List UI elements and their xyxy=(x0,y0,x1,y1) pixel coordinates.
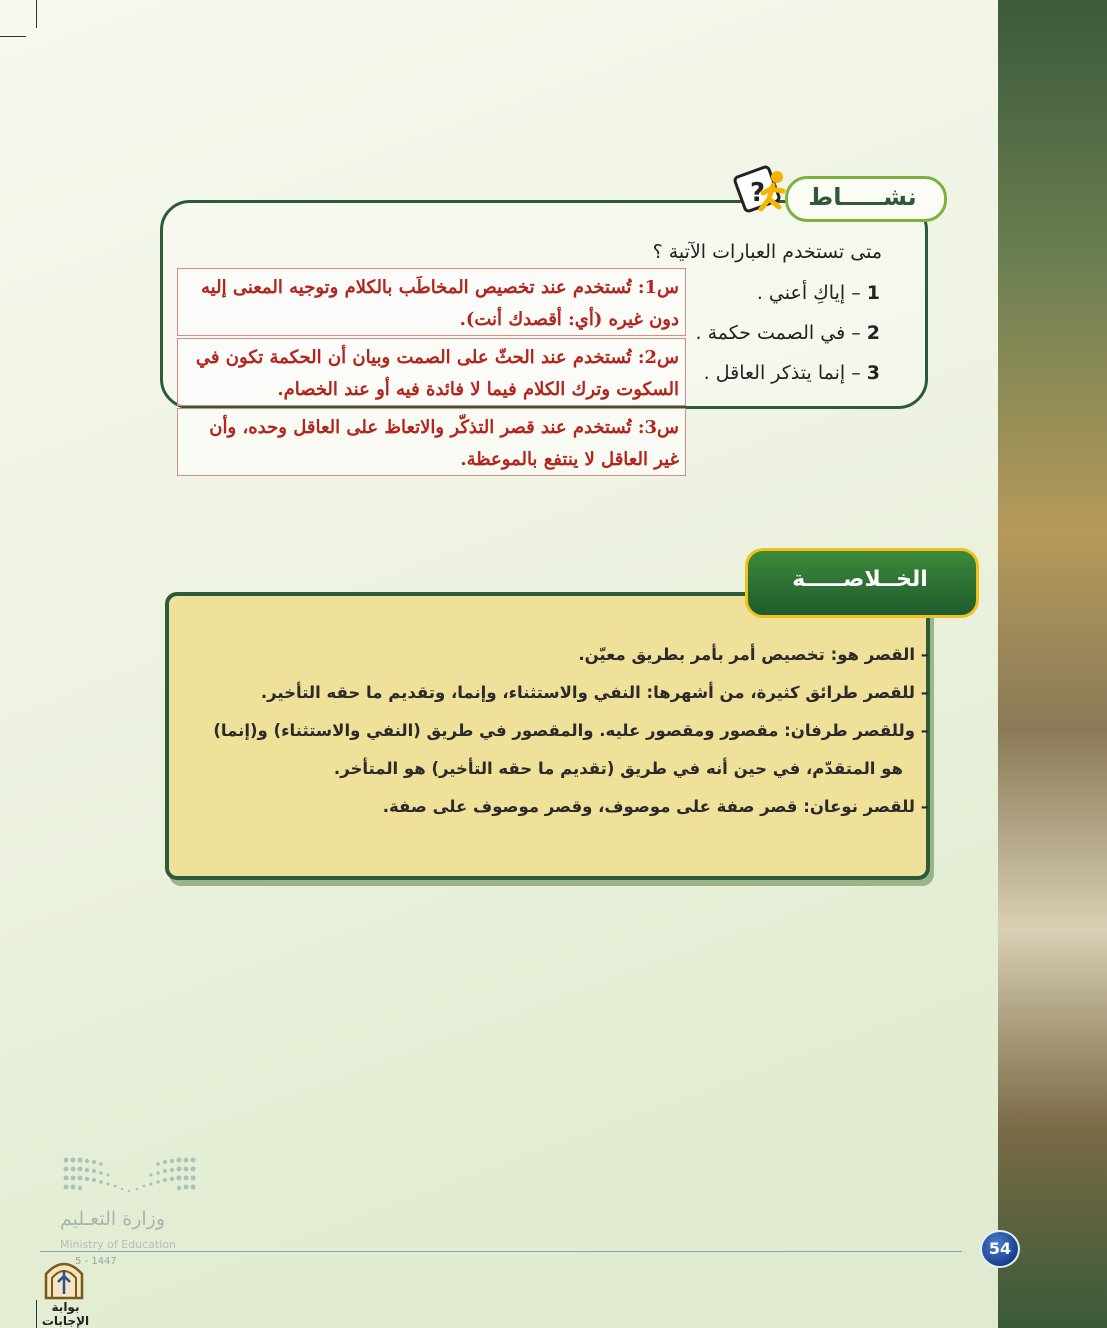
crop-mark xyxy=(36,0,37,28)
brand-logo-icon xyxy=(42,1256,86,1300)
statement-2 xyxy=(690,322,880,344)
summary-line: – وللقصر طرفان: مقصور ومقصور عليه. والمقصور في طريق (النفي والاستثناء) و(إنما) xyxy=(213,721,929,740)
statement-3 xyxy=(690,362,880,384)
ministry-logo-icon xyxy=(62,1155,197,1200)
crop-mark xyxy=(0,36,26,37)
answer-text: تُستخدم عند الحثّ على الصمت وبيان أن الحكمة تكون في السكوت وترك الكلام فيما لا فائدة فيه أو عند الخصام. xyxy=(195,347,679,400)
summary-line: – للقصر طرائق كثيرة، من أشهرها: النفي والاستثناء، وإنما، وتقديم ما حقه التأخير. xyxy=(260,683,929,702)
answer-label: س3: xyxy=(637,417,679,438)
statement-1 xyxy=(690,282,880,304)
activity-prompt: متى تستخدم العبارات الآتية ؟ xyxy=(652,241,882,263)
answer-text: تُستخدم عند قصر التذكّر والاتعاظ على العاقل وحده، وأن غير العاقل لا ينتفع بالموعظة. xyxy=(209,417,679,470)
answer-label: س2: xyxy=(637,347,679,368)
summary-title: الخــلاصـــــة xyxy=(792,567,928,592)
answer-label: س1: xyxy=(637,277,679,298)
activity-icon xyxy=(733,165,793,221)
ministry-name-en: Ministry of Education xyxy=(60,1238,177,1251)
activity-title: نشـــــاط xyxy=(808,183,917,211)
statement-number: 2 xyxy=(866,322,880,344)
summary-line: – القصر هو: تخصيص أمر بأمر بطريق معيّن. xyxy=(578,645,929,664)
summary-line: هو المتقدّم، في حين أنه في طريق (تقديم ما حقه التأخير) هو المتأخر. xyxy=(333,759,903,778)
ministry-name-ar: وزارة التعـليم xyxy=(60,1208,166,1230)
footer-divider xyxy=(40,1251,962,1252)
statement-text: – إياكِ أعني . xyxy=(756,282,861,304)
answer-box-3 xyxy=(177,408,686,476)
statement-number: 1 xyxy=(866,282,880,304)
brand-name: بوابة الإجابات xyxy=(41,1300,90,1328)
edition-year: 5 - 1447 xyxy=(75,1256,117,1267)
summary-line: – للقصر نوعان: قصر صفة على موصوف، وقصر موصوف على صفة. xyxy=(382,797,929,816)
svg-text:?: ? xyxy=(750,178,766,208)
statement-text: – إنما يتذكر العاقل . xyxy=(703,362,861,384)
answer-text: تُستخدم عند تخصيص المخاطَب بالكلام وتوجيه المعنى إليه دون غيره (أي: أقصدك أنت). xyxy=(201,277,679,330)
page-number-badge: 54 xyxy=(980,1230,1020,1268)
statement-text: – في الصمت حكمة . xyxy=(695,322,861,344)
statement-number: 3 xyxy=(866,362,880,384)
decorative-side-image xyxy=(998,0,1107,1328)
answer-box-1 xyxy=(177,268,686,336)
answer-box-2 xyxy=(177,338,686,406)
